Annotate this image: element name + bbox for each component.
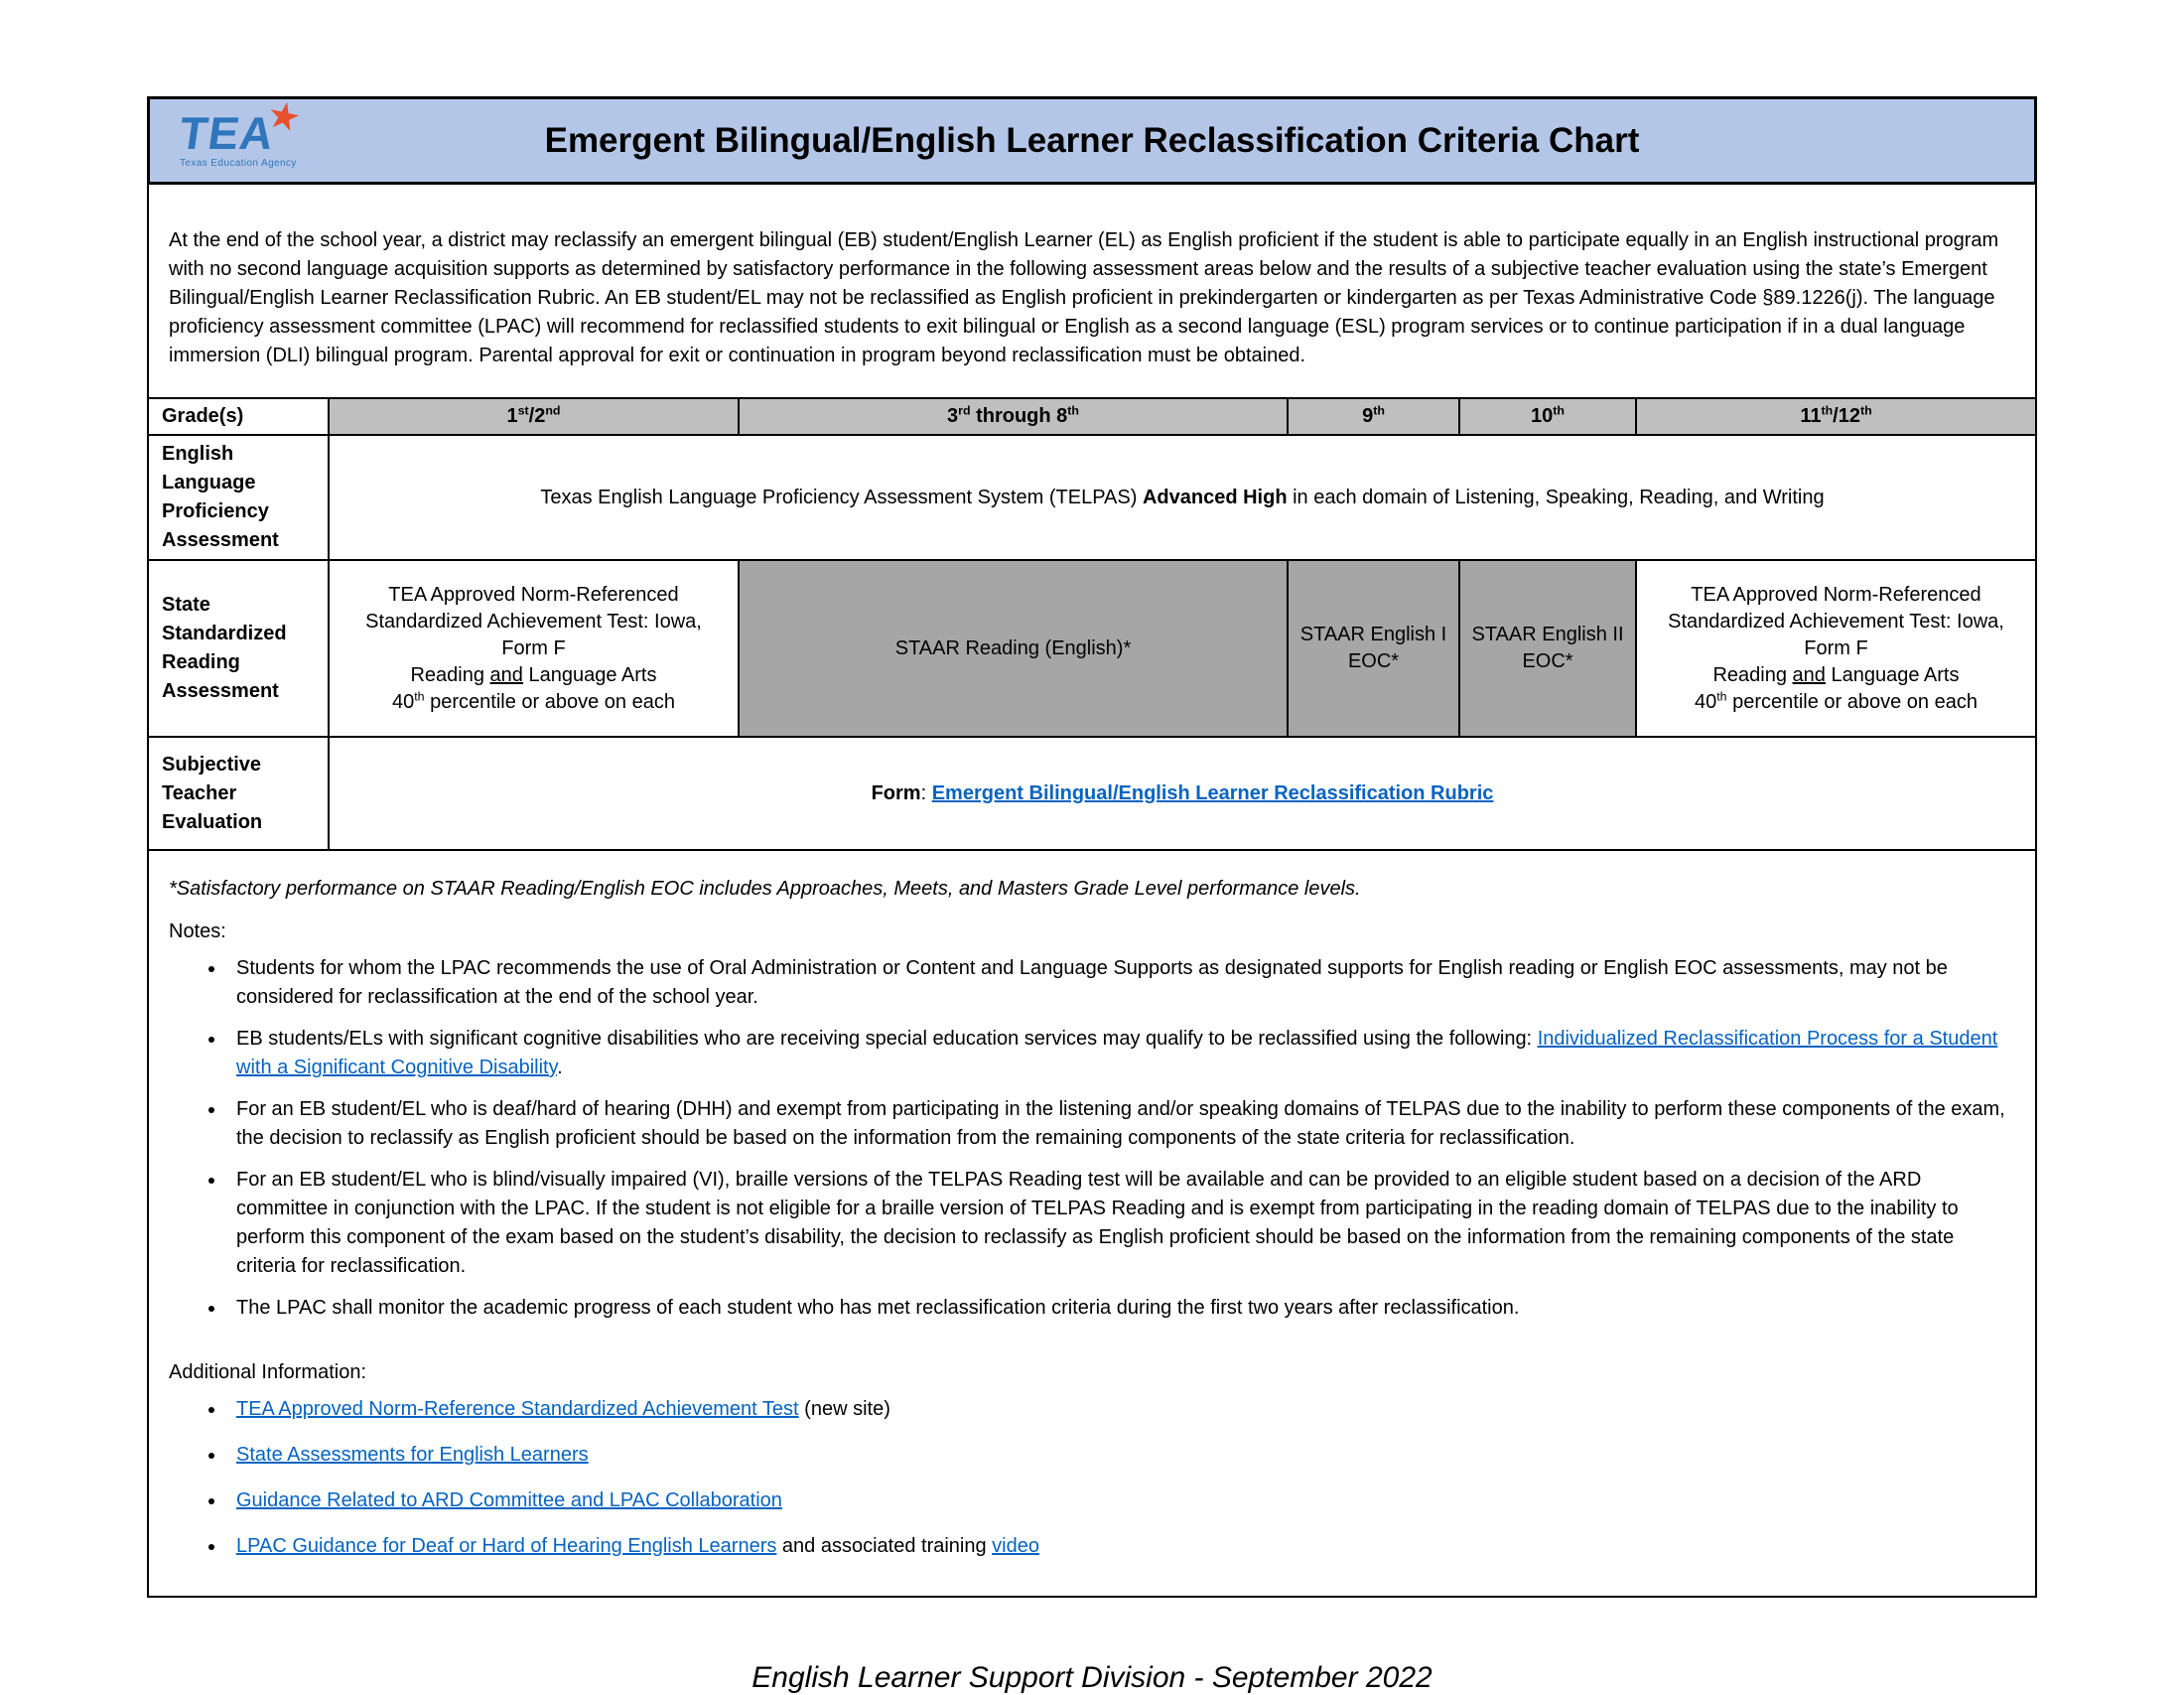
link-item-ard-lpac-collaboration	[226, 1486, 2015, 1515]
staar-english-2-eoc-cell: STAAR English II EOC*	[1460, 561, 1637, 738]
tea-logo-text: TEA	[176, 107, 278, 159]
grade-header-label: Grade(s)	[149, 399, 330, 436]
tea-logo-row	[176, 92, 309, 160]
training-video-link[interactable]: video	[992, 1535, 1039, 1557]
row-label-subjective: Subjective Teacher Evaluation	[149, 738, 330, 849]
grade-col-1st-2nd: 1st/2nd	[330, 399, 740, 436]
grade-col-9th: 9th	[1289, 399, 1460, 436]
star-icon: ★	[263, 92, 306, 142]
notes-label: Notes:	[169, 920, 226, 942]
link-item-state-assessments	[226, 1441, 2015, 1470]
row-label-reading: State Standardized Reading Assessment	[149, 561, 330, 738]
note-item-cognitive-disabilities: • EB students/ELs with significant cognitive disabilities who are receiving special education services may qualify to be reclassified using the following: Individualized Reclassification Process for a Student with a Significant Cognitive Disability.	[226, 1025, 2015, 1082]
reclassification-criteria-document	[147, 92, 2037, 1695]
page-footer	[147, 1661, 2037, 1695]
staar-reading-3-8-cell: STAAR Reading (English)*	[740, 561, 1289, 738]
criteria-table	[147, 399, 2037, 851]
link-item-norm-reference-test: • TEA Approved Norm-Reference Standardized Achievement Test (new site)	[226, 1395, 2015, 1424]
page-title: Emergent Bilingual/English Learner Reclassification Criteria Chart	[544, 120, 1640, 160]
note-item-blind-visually-impaired: • For an EB student/EL who is blind/visually impaired (VI), braille versions of the TELPAS Reading test will be available and can be provided to an eligible student based on a decision of the ARD committee in conjunction with the LPAC. If the student is not eligible for a braille version of TELPAS Reading and is exempt from participating in the reading domain of TELPAS due to the inability to perform this component of the exam based on the student’s disability, the decision to reclassify as English proficient should be based on the information from the remaining components of the state criteria for reclassification.	[226, 1166, 2015, 1281]
intro-section	[147, 185, 2037, 399]
grade-col-11th-12th: 11th/12th	[1637, 399, 2035, 436]
reclassification-rubric-link[interactable]: Emergent Bilingual/English Learner Reclassification Rubric	[931, 781, 1494, 804]
staar-english-1-eoc-cell: STAAR English I EOC*	[1289, 561, 1460, 738]
intro-paragraph: At the end of the school year, a district may reclassify an emergent bilingual (EB) student/English Learner (EL) as English proficient if the student is able to participate equally in an English instructional program with no second language acquisition supports as determined by satisfactory performance in the following assessment areas below and the results of a subjective teacher evaluation using the state’s Emergent Bilingual/English Learner Reclassification Rubric. An EB student/EL may not be reclassified as English proficient in prekindergarten or kindergarten as per Texas Administrative Code §89.1226(j). The language proficiency assessment committee (LPAC) will recommend for reclassified students to exit bilingual or English as a second language (ESL) program services or to continue participation if in a dual language immersion (DLI) bilingual program. Parental approval for exit or continuation in program beyond reclassification must be obtained.	[169, 229, 1999, 366]
note-item-deaf-hard-of-hearing: • For an EB student/EL who is deaf/hard of hearing (DHH) and exempt from participating in the listening and/or speaking domains of TELPAS due to the inability to perform these components of the exam, the decision to reclassify as English proficient should be based on the information from the remaining components of the state criteria for reclassification.	[226, 1095, 2015, 1153]
norm-reference-test-link[interactable]: TEA Approved Norm-Reference Standardized Achievement Test	[236, 1398, 799, 1420]
ard-lpac-collaboration-link[interactable]: Guidance Related to ARD Committee and LPAC Collaboration	[236, 1489, 782, 1511]
tea-logo-subtitle: Texas Education Agency	[180, 158, 297, 169]
additional-information-label: Additional Information:	[169, 1361, 367, 1383]
elpa-content-cell: Texas English Language Proficiency Assessment System (TELPAS) Advanced High in each domain of Listening, Speaking, Reading, and Writing	[330, 436, 2035, 561]
note-item-lpac-monitoring: • The LPAC shall monitor the academic progress of each student who has met reclassification criteria during the first two years after reclassification.	[226, 1294, 2015, 1323]
subjective-content-cell: Form: Emergent Bilingual/English Learner Reclassification Rubric	[871, 781, 1494, 804]
notes-list	[169, 954, 2015, 1323]
norm-referenced-cell-1st-2nd: TEA Approved Norm-Referenced Standardized Achievement Test: Iowa, Form F Reading and Language Arts 40th percentile or above on each	[330, 561, 740, 738]
individualized-reclassification-link[interactable]: Individualized Reclassification Process for a Student with a Significant Cognitive Disability	[236, 1028, 1998, 1078]
satisfactory-performance-note: *Satisfactory performance on STAAR Reading/English EOC includes Approaches, Meets, and Masters Grade Level performance levels.	[169, 878, 1361, 900]
note-item-oral-administration: • Students for whom the LPAC recommends the use of Oral Administration or Content and Language Supports as designated supports for English reading or English EOC assessments, may not be considered for reclassification at the end of the school year.	[226, 954, 2015, 1012]
tea-logo	[176, 92, 309, 169]
grade-col-3rd-8th: 3rd through 8th	[740, 399, 1289, 436]
footer-text: English Learner Support Division - September 2022	[751, 1661, 1433, 1694]
state-assessments-link[interactable]: State Assessments for English Learners	[236, 1444, 589, 1466]
grade-col-10th: 10th	[1460, 399, 1637, 436]
notes-section	[147, 851, 2037, 1598]
link-item-lpac-dhh-guidance: • LPAC Guidance for Deaf or Hard of Hearing English Learners and associated training video	[226, 1532, 2015, 1561]
additional-links-list	[169, 1395, 2015, 1561]
row-label-elpa: English Language Proficiency Assessment	[149, 436, 330, 561]
document-header	[147, 92, 2037, 185]
lpac-dhh-guidance-link[interactable]: LPAC Guidance for Deaf or Hard of Hearing English Learners	[236, 1535, 777, 1557]
norm-referenced-cell-11th-12th: TEA Approved Norm-Referenced Standardized Achievement Test: Iowa, Form F Reading and Language Arts 40th percentile or above on each	[1637, 561, 2035, 738]
